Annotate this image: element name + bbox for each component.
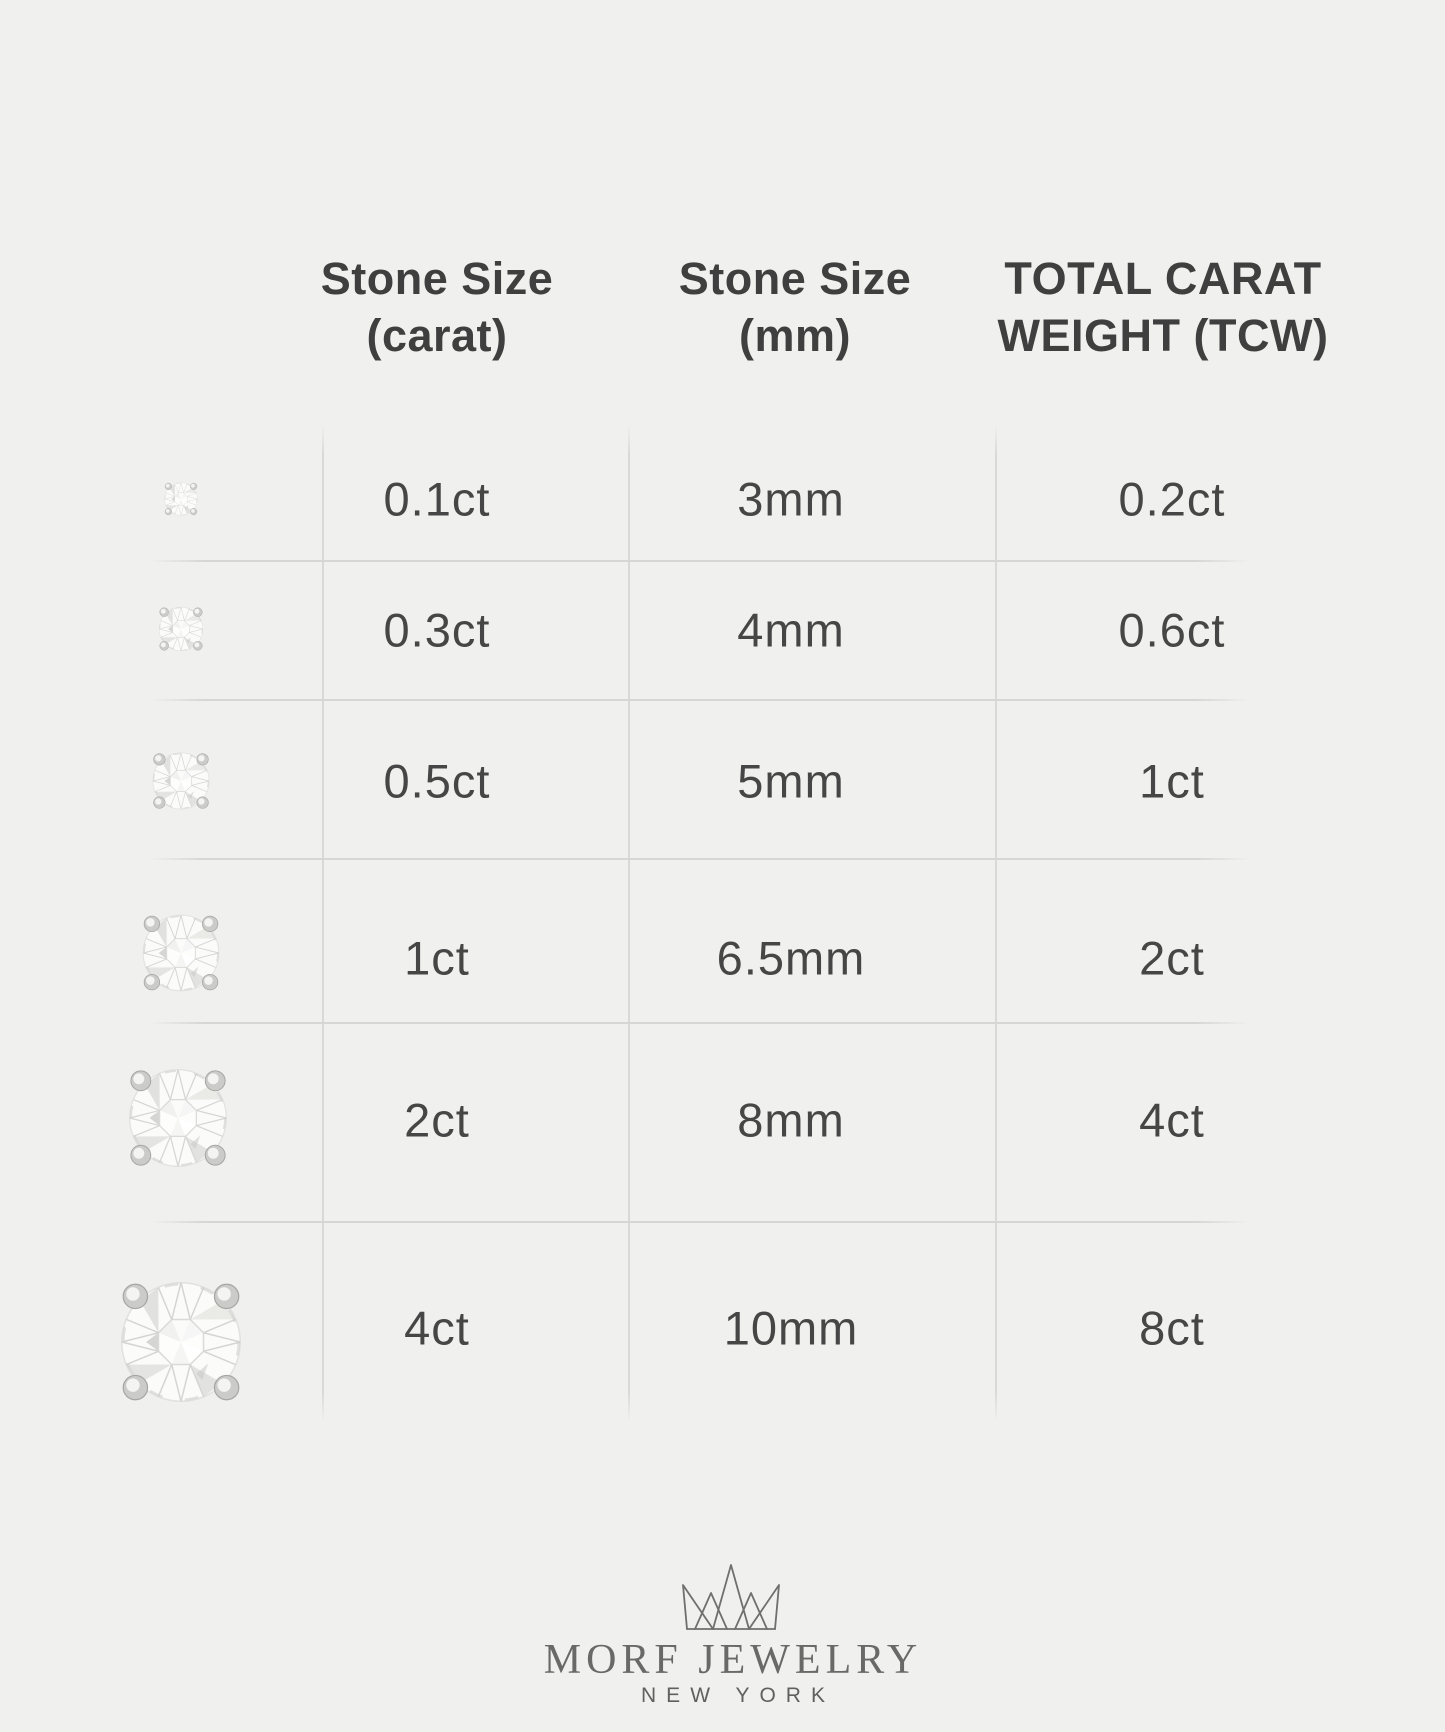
column-header-mm bbox=[679, 250, 912, 364]
cell-tcw: 8ct bbox=[1139, 1301, 1205, 1355]
cell-carat: 4ct bbox=[404, 1301, 470, 1355]
divider-horizontal bbox=[150, 1022, 1250, 1024]
brand-name: MORF JEWELRY bbox=[543, 1637, 923, 1683]
divider-vertical bbox=[995, 425, 997, 1422]
cell-carat: 2ct bbox=[404, 1093, 470, 1147]
cell-tcw: 2ct bbox=[1139, 931, 1205, 985]
brand-city: NEW YORK bbox=[641, 1684, 835, 1707]
cell-carat: 0.1ct bbox=[383, 472, 491, 526]
diamond-stud-image bbox=[105, 1266, 257, 1418]
cell-mm: 5mm bbox=[737, 754, 845, 808]
diamond-stud-image bbox=[116, 1056, 240, 1180]
divider-horizontal bbox=[150, 858, 1250, 860]
cell-tcw: 0.6ct bbox=[1118, 603, 1226, 657]
divider-horizontal bbox=[150, 560, 1250, 562]
column-header-tcw-line1: TOTAL CARAT bbox=[1004, 253, 1322, 304]
diamond-stud-image bbox=[145, 745, 217, 817]
cell-mm: 8mm bbox=[737, 1093, 845, 1147]
cell-mm: 6.5mm bbox=[716, 931, 866, 985]
cell-tcw: 0.2ct bbox=[1118, 472, 1226, 526]
cell-mm: 10mm bbox=[723, 1301, 859, 1355]
column-header-carat-line1: Stone Size bbox=[320, 253, 554, 304]
column-header-mm-line1: Stone Size bbox=[678, 253, 912, 304]
diamond-stud-image bbox=[153, 601, 209, 657]
cell-mm: 3mm bbox=[737, 472, 845, 526]
column-header-mm-line2: (mm) bbox=[739, 310, 851, 361]
cell-carat: 0.5ct bbox=[383, 754, 491, 808]
cell-tcw: 4ct bbox=[1139, 1093, 1205, 1147]
cell-carat: 1ct bbox=[404, 931, 470, 985]
cell-carat: 0.3ct bbox=[383, 603, 491, 657]
cell-mm: 4mm bbox=[737, 603, 845, 657]
column-header-carat bbox=[321, 250, 554, 364]
divider-horizontal bbox=[150, 1221, 1250, 1223]
column-header-tcw bbox=[998, 250, 1329, 364]
divider-horizontal bbox=[150, 699, 1250, 701]
cell-tcw: 1ct bbox=[1139, 754, 1205, 808]
column-header-tcw-line2: WEIGHT (TCW) bbox=[997, 310, 1329, 361]
crown-icon bbox=[673, 1558, 789, 1636]
divider-vertical bbox=[628, 425, 630, 1422]
divider-vertical bbox=[322, 425, 324, 1422]
diamond-stud-image bbox=[160, 478, 202, 520]
diamond-stud-image bbox=[133, 905, 230, 1002]
column-header-carat-line2: (carat) bbox=[366, 310, 508, 361]
